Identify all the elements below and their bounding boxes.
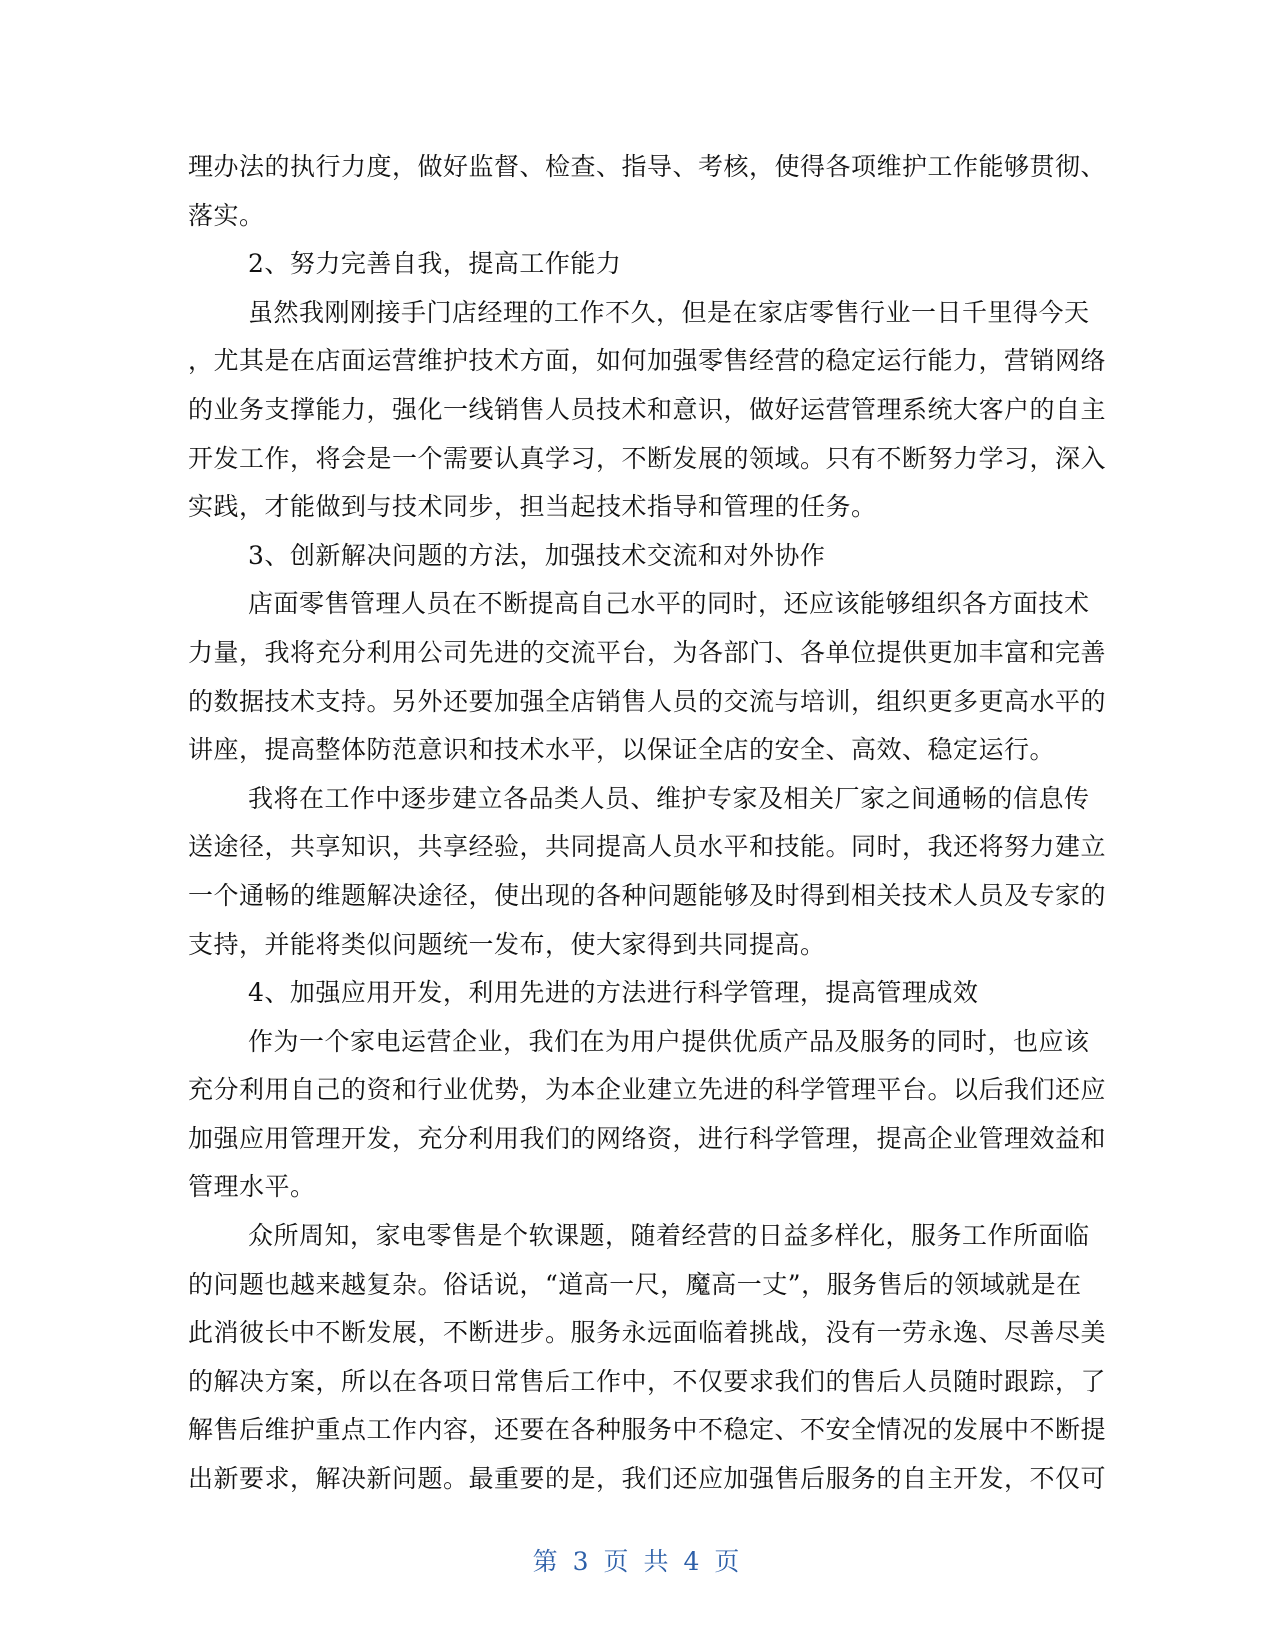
text-line: 此消彼长中不断发展，不断进步。服务永远面临着挑战，没有一劳永逸、尽善尽美 xyxy=(188,1318,1107,1348)
text-line: 的问题也越来越复杂。俗话说，“道高一尺，魔高一丈”，服务售后的领域就是在 xyxy=(188,1269,1082,1299)
text-line: 的解决方案，所以在各项日常售后工作中，不仅要求我们的售后人员随时跟踪，了 xyxy=(188,1366,1107,1396)
footer-label: 页 xyxy=(603,1547,632,1576)
section-heading: 3、创新解决问题的方法，加强技术交流和对外协作 xyxy=(248,540,826,570)
text-line: 众所周知，家电零售是个软课题，随着经营的日益多样化，服务工作所面临 xyxy=(248,1221,1090,1251)
text-line: 实践，才能做到与技术同步，担当起技术指导和管理的任务。 xyxy=(188,492,877,522)
text-line: 加强应用管理开发，充分利用我们的网络资，进行科学管理，提高企业管理效益和 xyxy=(188,1123,1107,1153)
text-line: 出新要求，解决新问题。最重要的是，我们还应加强售后服务的自主开发，不仅可 xyxy=(188,1464,1107,1494)
text-line: 送途径，共享知识，共享经验，共同提高人员水平和技能。同时，我还将努力建立 xyxy=(188,832,1107,862)
page-number: 3 xyxy=(572,1547,592,1576)
footer-label: 第 xyxy=(532,1547,561,1576)
text-line: 理办法的执行力度，做好监督、检查、指导、考核，使得各项维护工作能够贯彻、 xyxy=(188,152,1107,181)
text-line: 支持，并能将类似问题统一发布，使大家得到共同提高。 xyxy=(188,929,826,959)
text-line: 我将在工作中逐步建立各品类人员、维护专家及相关厂家之间通畅的信息传 xyxy=(248,783,1090,813)
total-pages: 4 xyxy=(683,1547,703,1576)
text-line: 管理水平。 xyxy=(188,1172,316,1202)
footer-label: 共 xyxy=(643,1547,672,1576)
text-line: 的数据技术支持。另外还要加强全店销售人员的交流与培训，组织更多更高水平的 xyxy=(188,686,1107,716)
page-footer xyxy=(0,1542,1275,1578)
text-line: 解售后维护重点工作内容，还要在各种服务中不稳定、不安全情况的发展中不断提 xyxy=(188,1415,1107,1445)
footer-label: 页 xyxy=(714,1547,743,1576)
document-body xyxy=(188,143,1107,1504)
text-line: 落实。 xyxy=(188,200,265,230)
text-line: 作为一个家电运营企业，我们在为用户提供优质产品及服务的同时，也应该 xyxy=(248,1026,1090,1056)
text-line: 店面零售管理人员在不断提高自己水平的同时，还应该能够组织各方面技术 xyxy=(248,589,1090,619)
text-line: 虽然我刚刚接手门店经理的工作不久，但是在家店零售行业一日千里得今天 xyxy=(248,297,1090,327)
text-line: 一个通畅的维题解决途径，使出现的各种问题能够及时得到相关技术人员及专家的 xyxy=(188,880,1107,910)
text-line: 讲座，提高整体防范意识和技术水平，以保证全店的安全、高效、稳定运行。 xyxy=(188,735,1056,765)
section-heading: 4、加强应用开发，利用先进的方法进行科学管理，提高管理成效 xyxy=(248,978,979,1008)
section-heading: 2、努力完善自我，提高工作能力 xyxy=(248,249,622,279)
text-line: ，尤其是在店面运营维护技术方面，如何加强零售经营的稳定运行能力，营销网络 xyxy=(188,346,1107,376)
text-line: 力量，我将充分利用公司先进的交流平台，为各部门、各单位提供更加丰富和完善 xyxy=(188,637,1107,667)
text-line: 充分利用自己的资和行业优势，为本企业建立先进的科学管理平台。以后我们还应 xyxy=(188,1075,1107,1105)
text-line: 开发工作，将会是一个需要认真学习，不断发展的领域。只有不断努力学习，深入 xyxy=(188,443,1107,473)
text-line: 的业务支撑能力，强化一线销售人员技术和意识，做好运营管理系统大客户的自主 xyxy=(188,394,1107,424)
